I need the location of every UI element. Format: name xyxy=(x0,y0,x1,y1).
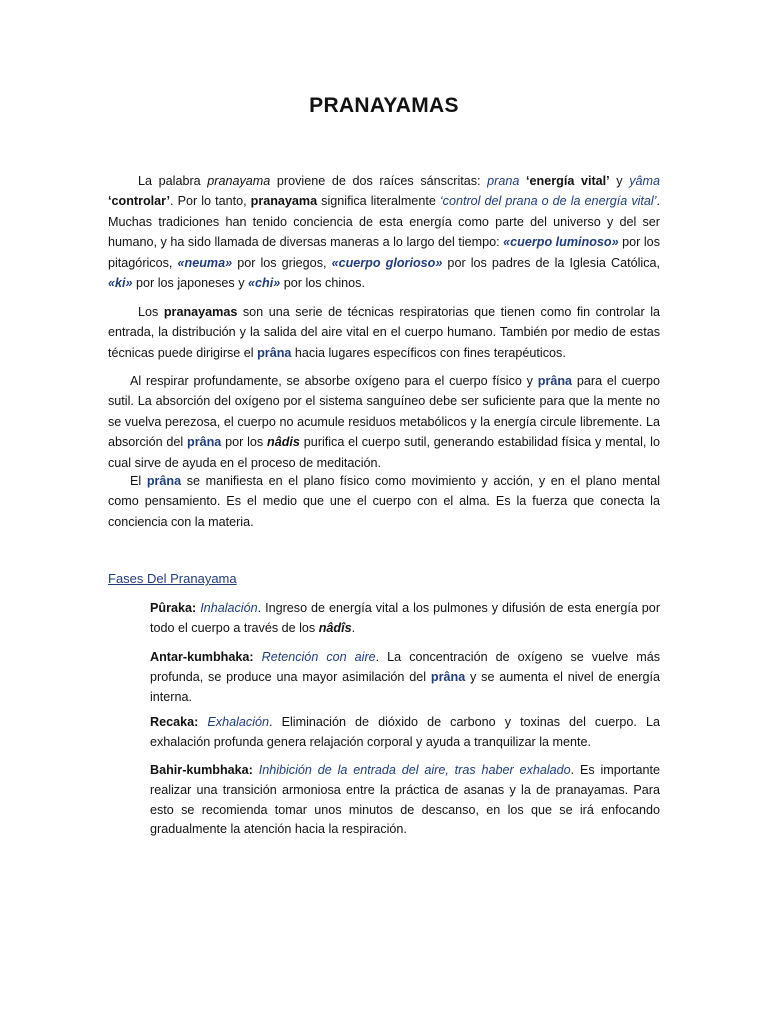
text-run: El xyxy=(130,474,147,488)
text-run: y se aumenta el nivel de energía interna. xyxy=(150,669,661,704)
text-run: por los chinos. xyxy=(280,276,365,291)
text-run: por los padres de la Iglesia Católica, xyxy=(442,255,660,270)
text-run: por los japoneses y xyxy=(132,276,249,291)
phase-description: . Eliminación de dióxido de carbono y toxinas del cuerpo. La exhalación profunda genera relajación corporal y ayuda a tranquilizar la mente. xyxy=(150,715,661,749)
section-heading-fases: Fases Del Pranayama xyxy=(108,571,237,586)
term-energia-vital: ‘energía vital’ xyxy=(526,174,610,188)
term-pranayama-bold: pranayama xyxy=(250,194,318,209)
term-prana-2: prâna xyxy=(257,345,292,360)
phase-name: Retención con aire xyxy=(261,650,376,664)
term-cuerpo-luminoso: «cuerpo luminoso» xyxy=(503,235,619,250)
term-prana-5: prâna xyxy=(146,474,182,488)
text-run: proviene de dos raíces sánscritas: xyxy=(270,174,488,188)
text-run: por los pitagóricos, xyxy=(108,235,660,270)
phase-term: Recaka: xyxy=(150,715,199,729)
term-prana-4: prâna xyxy=(187,435,222,450)
phase-description: . Es importante realizar una transición armoniosa entre la práctica de asanas y la de pranayamas. Para esto se recomienda tomar unos minutos de descanso, en los que se irá enfocando gradualmente la atención hacia la respiración. xyxy=(150,763,660,837)
term-nadis: nâdis xyxy=(267,435,300,450)
term-controlar: ‘controlar’ xyxy=(108,194,171,209)
phase-antar-kumbhaka xyxy=(150,648,660,707)
text-run: hacia lugares específicos con fines terapéuticos. xyxy=(291,345,566,360)
term-control-del-prana: ‘control del prana o de la energía vital’ xyxy=(439,194,657,209)
phase-term: Antar-kumbhaka: xyxy=(150,650,254,664)
paragraph-intro xyxy=(108,171,660,293)
text-run: purifica el cuerpo sutil, generando estabilidad física y mental, lo cual sirve de ayuda en el proceso de meditación. xyxy=(108,435,660,470)
text-run: se manifiesta en el plano físico como movimiento y acción, y en el plano mental como pensamiento. Es el medio que une el cuerpo con el alma. Es la fuerza que conecta la conciencia con la materia. xyxy=(108,474,660,529)
phase-term: Pûraka: xyxy=(150,601,197,615)
text-run: Los xyxy=(138,305,164,319)
phase-name: Inhibición de la entrada del aire, tras haber exhalado xyxy=(258,763,571,777)
term-neuma: «neuma» xyxy=(177,255,233,270)
phase-name: Exhalación xyxy=(207,715,270,729)
paragraph-manifestation xyxy=(108,471,660,532)
phase-description: . Ingreso de energía vital a los pulmones y difusión de esta energía por todo el cuerpo a través de los xyxy=(150,601,661,635)
phase-name: Inhalación xyxy=(200,601,258,615)
page-title: PRANAYAMAS xyxy=(309,94,459,117)
phase-bahir-kumbhaka xyxy=(150,761,660,840)
paragraph-breathing xyxy=(108,371,660,473)
term-prana-3: prâna xyxy=(537,374,573,388)
term-prana: prana xyxy=(487,174,520,188)
term-yama: yâma xyxy=(629,174,661,188)
paragraph-techniques xyxy=(108,302,660,363)
phase-description: . La concentración de oxígeno se vuelve más profunda, se produce una mayor asimilación del xyxy=(150,650,661,684)
text-run: por los xyxy=(221,435,268,450)
text-run: son una serie de técnicas respiratorias que tienen como fin controlar la entrada, la distribución y la salida del aire vital en el cuerpo humano. También por medio de estas técnicas puede dirigirse el xyxy=(108,305,660,360)
phase-recaka xyxy=(150,713,660,753)
text-run: . Muchas tradiciones han tenido conciencia de esta energía como parte del universo y del ser humano, y ha sido llamada de diversas maneras a lo largo del tiempo: xyxy=(108,194,661,250)
text-run: por los griegos, xyxy=(232,255,332,270)
phase-term: Bahir-kumbhaka: xyxy=(150,763,253,777)
term-prana-6: prâna xyxy=(430,669,466,684)
term-pranayamas: pranayamas xyxy=(163,305,238,319)
term-pranayama: pranayama xyxy=(207,174,271,188)
term-cuerpo-glorioso: «cuerpo glorioso» xyxy=(331,255,443,270)
term-nadis-2: nâdîs xyxy=(318,620,352,635)
text-run: . Por lo tanto, xyxy=(170,194,251,209)
text-run: Al respirar profundamente, se absorbe oxígeno para el cuerpo físico y xyxy=(130,374,538,388)
text-run: significa literalmente xyxy=(317,194,440,209)
text-run: para el cuerpo sutil. La absorción del oxígeno por el sistema sanguíneo debe ser suficiente para que la mente no se vuelva perezosa, el cuerpo no acumule residuos metabólicos y la energía circule libremente. La absorción del xyxy=(108,374,660,450)
term-chi: «chi» xyxy=(248,276,281,291)
text-run: y xyxy=(609,174,630,188)
phase-puraka xyxy=(150,599,660,639)
term-ki: «ki» xyxy=(108,276,133,291)
text-run: . xyxy=(351,620,356,635)
text-run: La palabra xyxy=(138,174,208,188)
